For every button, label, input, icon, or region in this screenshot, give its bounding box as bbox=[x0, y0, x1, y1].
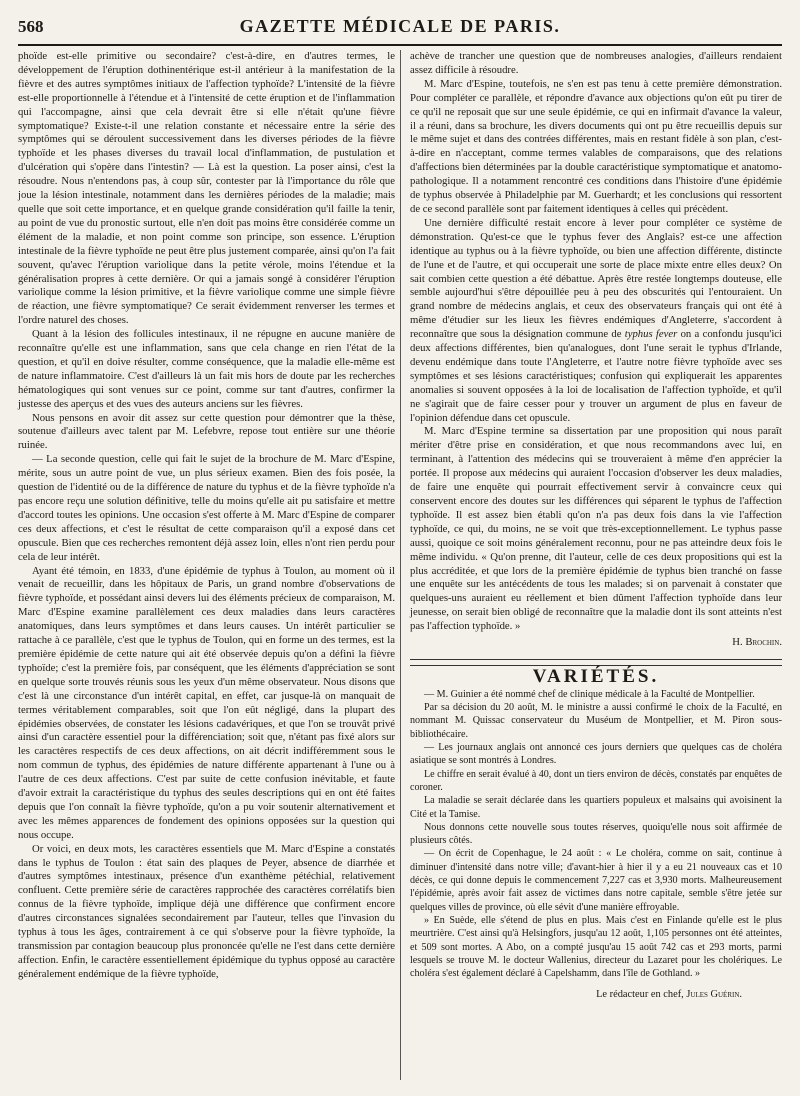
paragraph: Quant à la lésion des follicules intestinaux, il ne répugne en aucune manière de reconnaître qu'elle est une inflammation, sans que cela change en rien l'état de la question, et qu'il en doive résulter, comme conséquence, que la maladie elle-même est de nature inflammatoire. C'est d'ailleurs là un fait mis hors de doute par les recherches hématologiques qui sont venues sur ce point, comme sur tant d'autres, confirmer la justesse des aperçus et des vues des auteurs anciens sur les fièvres. bbox=[18, 328, 395, 410]
left-column bbox=[18, 50, 395, 982]
news-item: — On écrit de Copenhague, le 24 août : « Le choléra, comme on sait, continue à diminuer d'intensité dans notre ville; d'avant-hier à hier il y a eu 21 nouveaux cas et 10 décès, ce qui donne depuis le commencement 7,227 cas et 3,930 morts. Malheureusement l'épidémie, après avoir fait assez de victimes dans notre capitale, semble s'être jetée sur quelques villes de province, où elle sévit d'une manière effroyable. bbox=[410, 848, 782, 913]
article-signature: H. Brochin. bbox=[732, 636, 782, 649]
paragraph: — La seconde question, celle qui fait le sujet de la brochure de M. Marc d'Espine, mérite, sous un autre point de vue, un plus sérieux examen. Bien des fois posée, la question de l'identité ou de la différence de nature du typhus et de la fièvre typhoïde n'a pas encore reçu une solution définitive, telle du moins qu'elle ait pu satisfaire et mettre d'accord toutes les opinions. Une occasion s'est offerte à M. Marc d'Espine de comparer ces deux affections, et c'est le résultat de cette comparaison qu'il a exposé dans cet opuscule. Bien que ces recherches remontent déjà assez loin, elles n'ont rien perdu pour cela de leur intérêt. bbox=[18, 453, 395, 563]
paragraph-text: on a confondu jusqu'ici deux affections différentes, bien qu'analogues, dont l'une serait le typhus d'Irlande, devenu endémique dans toute l'Angleterre, et l'autre notre fièvre typhoïde avec ses symptômes et ses lésions caractéristiques; confusion qui expliquerait les apparentes anomalies si souvent opposées à la loi de localisation de l'affection typhoïde, et qu'il ne s'agirait que de faire cesser pour y trouver un argument de plus en faveur de l'opinion défendue dans cet opuscule. bbox=[410, 328, 783, 424]
news-item: Par sa décision du 20 août, M. le ministre a aussi confirmé le choix de la Faculté, en nommant M. Quissac conservateur du Muséum de Montpellier, et M. Piron sous-bibliothécaire. bbox=[410, 702, 782, 740]
right-column bbox=[410, 50, 782, 1002]
editor-credit bbox=[410, 988, 782, 1002]
paragraph bbox=[410, 217, 782, 426]
paragraph: achève de trancher une question que de nombreuses analogies, d'ailleurs rendaient assez difficile à résoudre. bbox=[410, 50, 782, 76]
paragraph: Or voici, en deux mots, les caractères essentiels que M. Marc d'Espine a constatés dans le typhus de Toulon : état sain des plaques de Peyer, absence de diarrhée et d'autres symptômes intestinaux, présence d'un exanthème pétéchial, relativement confluent. Cette première série de caractères rapprochée des caractères corrélatifs bien connus de la fièvre typhoïde, implique déjà une différence que confirment encore d'autres circonstances signalées secondairement par l'auteur, telles que l'invasion du typhus à tous les âges, contrairement à ce qui s'observe pour la fièvre typhoïde, la transmission par contagion beaucoup plus prononcée qu'elle ne l'est dans cette dernière affection. Enfin, le caractère essentiellement épidémique du typhus opposé au caractère généralement endémique de la fièvre typhoïde, bbox=[18, 842, 395, 980]
emphasis-term: typhus fever bbox=[624, 328, 678, 341]
news-item: Nous donnons cette nouvelle sous toutes réserves, quoiqu'elle nous soit affirmée de plusieurs côtés. bbox=[410, 821, 782, 847]
paragraph: M. Marc d'Espine termine sa dissertation par une proposition qui nous paraît mériter d'être prise en considération, et que nous recommandons avec lui, en terminant, à l'attention des médecins qui se trouveraient à même d'en apprécier la portée. Il propose aux médecins qui auraient l'occasion d'observer les deux maladies, de faire une enquête qui pourrait effectivement servir à convaincre ceux qui conservent encore des doutes sur les différences qui séparent le typhus de l'affection typhoïde. Il est assez bien établi qu'on n'a pas deux fois dans la vie l'affection typhoïde, ce qui, du moins, ne se voit que très-exceptionnellement. Le typhus passe aussi, quoique ce soit moins généralement reconnu, pour ne pas atteindre deux fois le même individu. « Qu'on prenne, dit l'auteur, celle de ces deux propositions qui est la plus accréditée, et que lors de la première épidémie de typhus bien tranché on fasse une enquête sur les antécédents de tous les malades; si on parvenait à constater que quelques-uns auraient eu réellement et bien dûment l'affection typhoïde dans leur jeunesse, on serait bien obligé de reconnaître que la maladie dont ils sont atteints n'est pas l'affection typhoïde. » bbox=[410, 425, 782, 633]
news-item: Le chiffre en serait évalué à 40, dont un tiers environ de décès, constatés par enquêtes de coroner. bbox=[410, 768, 782, 793]
paragraph: Nous pensons en avoir dit assez sur cette question pour démontrer que la thèse, soutenue d'ailleurs avec talent par M. Lefebvre, repose tout entière sur une théorie ruinée. bbox=[18, 411, 395, 452]
page-number: 568 bbox=[18, 17, 44, 36]
editor-prefix: Le rédacteur en chef, bbox=[596, 989, 687, 1001]
paragraph-text: Une dernière difficulté restait encore à lever pour compléter ce système de démonstration. Qu'est-ce que le typhus fever des Anglais? est-ce une affection identique au typhus ou à la fièvre typhoïde, ou bien une affection différente, distincte de l'une et de l'autre, et qui occuperait une sorte de place mixte entre elles deux? On sait combien cette question a été débattue. Après être restée longtemps douteuse, elle semble aujourd'hui s'être dépouillée peu à peu des obscurités qui l'entouraient. Un grand nombre de médecins anglais, et ceux des observateurs français qui ont été à même d'étudier sur les lieux les fièvres endémiques d'Angleterre, s'accordent à reconnaître que sous la désignation commune de bbox=[410, 216, 782, 341]
header-rule bbox=[18, 44, 782, 46]
section-rule bbox=[410, 659, 782, 660]
paragraph: M. Marc d'Espine, toutefois, ne s'en est pas tenu à cette première démonstration. Pour compléter ce parallèle, et répondre d'avance aux objections qu'on eût pu tirer de ce qu'il ne reposait que sur une seule épidémie, ce qui en infirmait d'avance la valeur, il a réuni, dans sa brochure, les divers documents qui ont pu être recueillis depuis sur le même sujet et dans des contrées différentes, mais en restant fidèle à son plan, c'est-à-dire en n'acceptant, comme termes valables de comparaisons, que des relations d'affections bien déterminées par la double caractéristique symptomatique et anatomo-pathologique. Il a notamment rencontré ces conditions dans l'histoire d'une épidémie de typhus observée à Philadelphie par M. Guerhardt; et les conclusions qui ressortent de ce second parallèle sont par faitement identiques à celles qui précèdent. bbox=[410, 77, 782, 215]
news-item: — M. Guinier a été nommé chef de clinique médicale à la Faculté de Montpellier. bbox=[424, 688, 755, 700]
news-item: — Les journaux anglais ont annoncé ces jours derniers que quelques cas de choléra asiatique se sont montrés à Londres. bbox=[410, 742, 782, 767]
paragraph: Ayant été témoin, en 1833, d'une épidémie de typhus à Toulon, au moment où il venait de recueillir, dans les hôpitaux de Paris, un grand nombre d'observations de fièvre typhoïde, et possédant ainsi devers lui des éléments précieux de comparaison, M. Marc d'Espine examine parallèlement ces deux maladies dans leurs caractères anatomiques, dans leurs symptômes et dans leurs causes. Un intérêt particulier se rattache à ce parallèle, c'est que le typhus de Toulon, qui en forme un des termes, est la première épidémie de cette nature qui ait été observée depuis qu'on a défini la fièvre typhoïde; c'est la première fois, par conséquent, que les éléments d'appréciation se sont en quelque sorte trouvés réunis sous les yeux d'un même observateur. Nous disons que c'est là une circonstance d'un intérêt capital, en effet, car jusque-là on manquait de termes véritablement comparables, soit que l'on eût négligé, dans la plupart des épidémies observées, de constater les lésions cadavériques, et que l'on se trouvât privé ainsi d'un caractère essentiel pour la différenciation; soit que, n'étant pas fixé alors sur les caractères respectifs de ces deux affections, on ait décrit indifféremment sous le nom commun de typhus, des épidémies de nature différente appartenant à l'une ou à l'autre de ces deux affections. C'est par suite de cette confusion inévitable, et faute d'avoir extrait la caractéristique du typhus des seules descriptions qui en ont été faites depuis que l'on connaît la fièvre typhoïde, qu'on a pu voir soutenir alternativement et avec les mêmes apparences de fondement des opinions opposées sur la question qui nous occupe. bbox=[18, 564, 395, 841]
varietes-heading: VARIÉTÉS. bbox=[532, 665, 660, 687]
journal-title: GAZETTE MÉDICALE DE PARIS. bbox=[239, 16, 561, 36]
news-item: » En Suède, elle s'étend de plus en plus. Mais c'est en Finlande qu'elle est le plus meurtrière. C'est ainsi qu'à Helsingfors, jusqu'au 12 août, 1,105 personnes ont été atteintes, et 509 sont mortes. A Abo, on a compté jusqu'au 15 août 742 cas et 293 morts, parmi lesquels se trouve M. le docteur Wallenius, directeur du Lazaret pour les cholériques. Le choléra s'est également déclaré à Capelshamm, dans l'île de Gothland. » bbox=[410, 914, 782, 980]
news-item: La maladie se serait déclarée dans les quartiers populeux et malsains qui avoisinent la Cité et la Tamise. bbox=[410, 795, 782, 820]
varietes-section bbox=[410, 688, 782, 981]
paragraph: phoïde est-elle primitive ou secondaire? c'est-à-dire, en d'autres termes, le développement de l'éruption dothinentérique est-il antérieur à la manifestation de la fièvre et des autres symptômes initiaux de l'affection typhoïde? L'intensité de la fièvre est-elle proportionnelle à l'étendue et à l'intensité de cette éruption et de l'inflammation qui l'accompagne, ainsi que cela devrait être si elle n'était qu'une fièvre symptomatique? Existe-t-il une relation constante et nécessaire entre la série des symptômes qui se déroulent successivement dans les diverses périodes de la fièvre typhoïde et les phases diverses du travail local d'inflammation, de pustulation et d'ulcération qui s'opère dans l'intestin? — Là est la question. La poser ainsi, c'est la résoudre. Nous n'entendons pas, à coup sûr, contester par là l'importance du rôle que joue la lésion intestinale, notamment dans les dernières périodes de la maladie; mais quelle que soit cette importance, et en quelque grande considération qu'il faille la tenir, au point de vue du pronostic surtout, elle n'en doit pas moins être considérée comme un élément de la maladie, et non point comme son principe, son essence. L'éruption intestinale de la fièvre typhoïde ne peut être plus justement comparée, ainsi qu'on l'a fait souvent, qu'avec l'éruption variolique dans la petite vérole, moins l'étendue et la généralisation propres à cette dernière. Or qui a jamais songé à considérer l'éruption variolique comme la lésion primitive, et la fièvre variolique comme une simple fièvre de réaction, une fièvre symptomatique? Ce serait évidemment renverser les termes et l'ordre naturel des choses. bbox=[18, 50, 395, 327]
page-header bbox=[18, 16, 782, 40]
column-divider bbox=[400, 50, 401, 1080]
editor-name: Jules Guérin. bbox=[686, 989, 742, 1001]
